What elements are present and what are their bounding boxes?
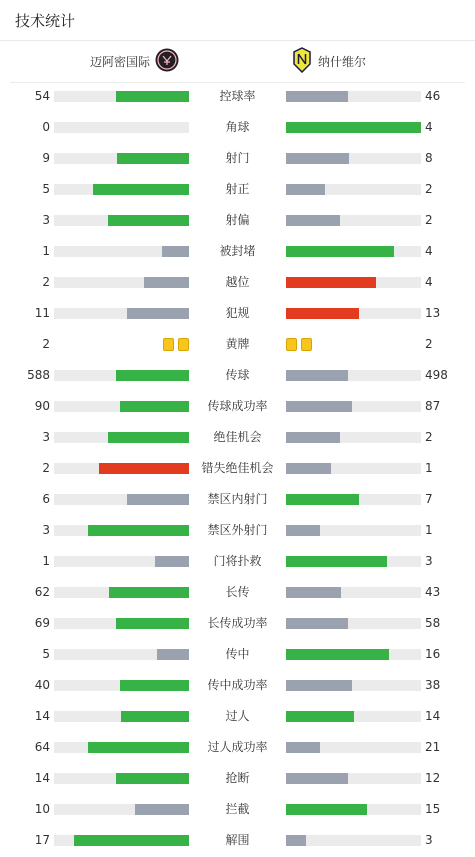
stat-row	[0, 360, 475, 391]
stat-row	[0, 267, 475, 298]
away-value: 43	[425, 585, 441, 599]
home-bar-fill	[108, 215, 189, 226]
stat-label: 射偏	[225, 213, 250, 227]
home-value: 6	[42, 492, 50, 506]
home-bar-fill	[127, 308, 189, 319]
away-bar-fill	[286, 463, 331, 474]
home-value: 1	[42, 554, 50, 568]
stat-label: 传球成功率	[207, 399, 268, 413]
away-bar-fill	[286, 370, 348, 381]
home-bar-track	[54, 742, 189, 753]
stat-row	[0, 391, 475, 422]
away-bar-track	[286, 680, 421, 691]
stat-row	[0, 701, 475, 732]
teams-row	[10, 41, 465, 83]
home-bar-fill	[127, 494, 189, 505]
away-bar-fill	[286, 742, 320, 753]
stat-row	[0, 794, 475, 825]
home-value: 5	[42, 647, 50, 661]
home-bar-fill	[155, 556, 189, 567]
away-bar-fill	[286, 835, 306, 846]
home-bar-track	[54, 91, 189, 102]
home-bar-track	[54, 618, 189, 629]
away-bar-track	[286, 370, 421, 381]
away-bar-track	[286, 215, 421, 226]
yellow-card-icon	[178, 338, 189, 351]
home-value: 17	[34, 833, 50, 847]
stat-label: 射门	[225, 151, 250, 165]
stat-label: 被封堵	[219, 244, 256, 258]
away-bar-fill	[286, 432, 340, 443]
stats-list	[0, 81, 475, 856]
home-value: 62	[34, 585, 50, 599]
stat-label: 禁区外射门	[207, 523, 268, 537]
home-bar-fill	[116, 370, 189, 381]
away-value: 38	[425, 678, 441, 692]
away-bar-fill	[286, 525, 320, 536]
stat-row	[0, 329, 475, 360]
stat-label: 射正	[225, 182, 250, 196]
home-bar-track	[54, 401, 189, 412]
home-value: 2	[42, 275, 50, 289]
away-bar-fill	[286, 618, 348, 629]
away-yellow-cards	[286, 338, 312, 351]
away-bar-track	[286, 463, 421, 474]
away-value: 46	[425, 89, 441, 103]
home-bar-track	[54, 587, 189, 598]
stat-label: 传球	[225, 368, 250, 382]
away-value: 3	[425, 554, 433, 568]
stat-label: 抢断	[225, 771, 250, 785]
away-value: 4	[425, 120, 433, 134]
away-value: 1	[425, 461, 433, 475]
stat-label: 长传成功率	[207, 616, 268, 630]
away-bar-fill	[286, 91, 348, 102]
away-bar-track	[286, 184, 421, 195]
home-bar-track	[54, 308, 189, 319]
stat-row	[0, 236, 475, 267]
away-bar-fill	[286, 587, 341, 598]
away-bar-fill	[286, 215, 340, 226]
stat-row	[0, 112, 475, 143]
home-value: 1	[42, 244, 50, 258]
away-value: 4	[425, 244, 433, 258]
home-yellow-cards	[163, 338, 189, 351]
stat-label: 犯规	[225, 306, 250, 320]
yellow-card-icon	[163, 338, 174, 351]
away-bar-track	[286, 308, 421, 319]
stat-row	[0, 825, 475, 856]
stat-label: 越位	[225, 275, 250, 289]
away-value: 2	[425, 430, 433, 444]
stat-label: 传中成功率	[207, 678, 268, 692]
away-value: 12	[425, 771, 441, 785]
away-value: 1	[425, 523, 433, 537]
away-bar-track	[286, 122, 421, 133]
stat-row	[0, 670, 475, 701]
stat-row	[0, 639, 475, 670]
home-value: 2	[42, 461, 50, 475]
home-team-name: 迈阿密国际	[89, 55, 150, 69]
home-bar-fill	[162, 246, 189, 257]
stat-row	[0, 143, 475, 174]
home-value: 3	[42, 523, 50, 537]
away-team-name: 纳什维尔	[318, 55, 367, 69]
home-bar-track	[54, 432, 189, 443]
home-bar-fill	[120, 401, 189, 412]
page-title: 技术统计	[15, 11, 76, 30]
away-bar-track	[286, 587, 421, 598]
away-bar-track	[286, 246, 421, 257]
away-value: 16	[425, 647, 441, 661]
away-bar-track	[286, 773, 421, 784]
away-value: 15	[425, 802, 441, 816]
home-bar-fill	[116, 773, 189, 784]
stat-label: 门将扑救	[213, 554, 262, 568]
home-bar-fill	[116, 91, 189, 102]
away-team[interactable]	[292, 41, 366, 82]
home-bar-fill	[117, 153, 189, 164]
home-bar-track	[54, 184, 189, 195]
home-bar-track	[54, 804, 189, 815]
away-bar-track	[286, 835, 421, 846]
home-bar-fill	[74, 835, 189, 846]
stat-row	[0, 608, 475, 639]
inter-miami-logo-icon	[155, 48, 179, 75]
away-bar-fill	[286, 122, 421, 133]
home-value: 5	[42, 182, 50, 196]
stat-row	[0, 546, 475, 577]
away-bar-track	[286, 525, 421, 536]
home-bar-fill	[121, 711, 189, 722]
stat-label: 传中	[225, 647, 250, 661]
page-header	[0, 0, 475, 41]
away-value: 2	[425, 213, 433, 227]
home-value: 14	[34, 709, 50, 723]
away-bar-fill	[286, 556, 387, 567]
away-bar-fill	[286, 711, 354, 722]
home-bar-fill	[108, 432, 189, 443]
away-bar-track	[286, 401, 421, 412]
away-bar-fill	[286, 277, 376, 288]
stat-row	[0, 515, 475, 546]
home-value: 2	[42, 337, 50, 351]
stat-row	[0, 577, 475, 608]
home-value: 9	[42, 151, 50, 165]
home-bar-track	[54, 773, 189, 784]
home-value: 3	[42, 213, 50, 227]
away-bar-fill	[286, 246, 394, 257]
away-bar-fill	[286, 308, 359, 319]
away-value: 87	[425, 399, 441, 413]
nashville-logo-icon	[292, 47, 312, 76]
away-value: 8	[425, 151, 433, 165]
home-bar-fill	[88, 525, 189, 536]
home-bar-fill	[120, 680, 189, 691]
away-bar-track	[286, 618, 421, 629]
home-bar-track	[54, 494, 189, 505]
away-bar-track	[286, 277, 421, 288]
home-value: 11	[34, 306, 50, 320]
stat-row	[0, 453, 475, 484]
home-value: 14	[34, 771, 50, 785]
stat-label: 拦截	[225, 802, 250, 816]
away-bar-fill	[286, 773, 348, 784]
stat-label: 角球	[225, 120, 250, 134]
away-value: 2	[425, 337, 433, 351]
home-bar-fill	[88, 742, 189, 753]
stat-label: 控球率	[219, 89, 256, 103]
home-value: 40	[34, 678, 50, 692]
stat-label: 错失绝佳机会	[201, 461, 274, 475]
away-bar-track	[286, 494, 421, 505]
stat-row	[0, 422, 475, 453]
home-bar-track	[54, 246, 189, 257]
away-bar-fill	[286, 494, 359, 505]
home-bar-track	[54, 370, 189, 381]
yellow-card-icon	[286, 338, 297, 351]
home-bar-fill	[157, 649, 189, 660]
away-bar-track	[286, 432, 421, 443]
stat-row	[0, 763, 475, 794]
stat-row	[0, 205, 475, 236]
home-bar-track	[54, 153, 189, 164]
away-value: 14	[425, 709, 441, 723]
home-bar-track	[54, 680, 189, 691]
away-value: 21	[425, 740, 441, 754]
away-bar-track	[286, 556, 421, 567]
home-bar-track	[54, 649, 189, 660]
home-bar-fill	[144, 277, 189, 288]
home-bar-track	[54, 711, 189, 722]
home-bar-fill	[116, 618, 189, 629]
stat-label: 长传	[225, 585, 250, 599]
away-bar-track	[286, 649, 421, 660]
home-bar-track	[54, 277, 189, 288]
stat-label: 解围	[225, 833, 250, 847]
away-bar-track	[286, 711, 421, 722]
stat-row	[0, 484, 475, 515]
away-value: 7	[425, 492, 433, 506]
away-value: 2	[425, 182, 433, 196]
home-bar-track	[54, 463, 189, 474]
stat-row	[0, 174, 475, 205]
home-value: 64	[34, 740, 50, 754]
home-bar-fill	[109, 587, 189, 598]
stat-label: 禁区内射门	[207, 492, 268, 506]
home-bar-fill	[99, 463, 189, 474]
away-bar-track	[286, 742, 421, 753]
stat-label: 绝佳机会	[213, 430, 262, 444]
home-value: 3	[42, 430, 50, 444]
home-bar-track	[54, 215, 189, 226]
away-bar-fill	[286, 153, 349, 164]
home-value: 69	[34, 616, 50, 630]
home-bar-fill	[135, 804, 189, 815]
home-value: 0	[42, 120, 50, 134]
home-team[interactable]	[90, 41, 179, 82]
home-value: 54	[34, 89, 50, 103]
stat-row	[0, 732, 475, 763]
home-bar-track	[54, 556, 189, 567]
stat-label: 过人成功率	[207, 740, 268, 754]
home-value: 10	[34, 802, 50, 816]
away-bar-track	[286, 804, 421, 815]
stat-label: 黄牌	[225, 337, 250, 351]
away-value: 4	[425, 275, 433, 289]
away-bar-track	[286, 91, 421, 102]
away-value: 58	[425, 616, 441, 630]
away-bar-fill	[286, 649, 389, 660]
stat-label: 过人	[225, 709, 250, 723]
away-bar-fill	[286, 184, 325, 195]
stat-row	[0, 81, 475, 112]
home-value: 90	[34, 399, 50, 413]
away-bar-track	[286, 153, 421, 164]
away-bar-fill	[286, 401, 352, 412]
home-bar-track	[54, 835, 189, 846]
home-bar-fill	[93, 184, 189, 195]
home-bar-track	[54, 122, 189, 133]
away-value: 3	[425, 833, 433, 847]
yellow-card-icon	[301, 338, 312, 351]
stat-row	[0, 298, 475, 329]
away-value: 498	[425, 368, 448, 382]
home-value: 588	[27, 368, 50, 382]
away-bar-fill	[286, 680, 352, 691]
away-value: 13	[425, 306, 441, 320]
away-bar-fill	[286, 804, 367, 815]
home-bar-track	[54, 525, 189, 536]
